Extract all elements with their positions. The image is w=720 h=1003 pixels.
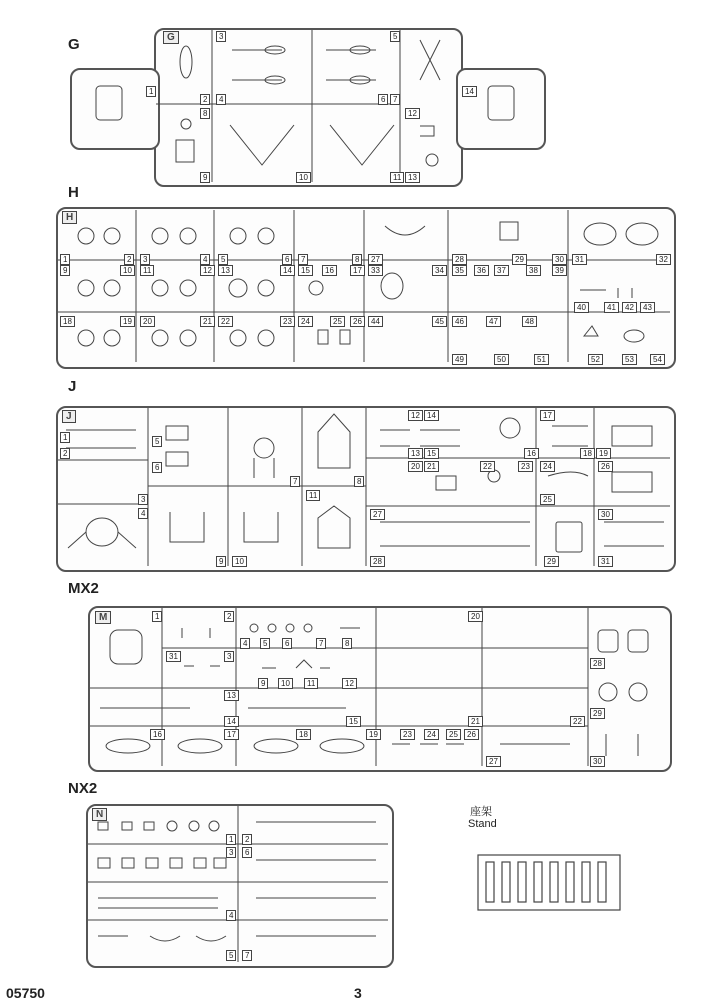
part-number: 30 <box>598 509 613 520</box>
part-number: 32 <box>656 254 671 265</box>
part-number: 19 <box>596 448 611 459</box>
section-label-g: G <box>68 36 80 53</box>
part-number: 44 <box>368 316 383 327</box>
part-number: 22 <box>480 461 495 472</box>
part-number: 26 <box>464 729 479 740</box>
part-number: 2 <box>224 611 234 622</box>
part-number: 8 <box>200 108 210 119</box>
part-number: 31 <box>572 254 587 265</box>
part-number: 1 <box>226 834 236 845</box>
part-number: 21 <box>468 716 483 727</box>
part-number: 11 <box>140 265 154 276</box>
part-number: 49 <box>452 354 467 365</box>
sprue-tag-n: N <box>92 808 107 821</box>
part-number: 2 <box>200 94 210 105</box>
part-number: 3 <box>224 651 234 662</box>
part-number: 6 <box>378 94 388 105</box>
part-number: 17 <box>224 729 239 740</box>
part-number: 15 <box>346 716 361 727</box>
part-number: 18 <box>296 729 311 740</box>
part-number: 11 <box>306 490 320 501</box>
part-number: 5 <box>390 31 400 42</box>
part-number: 48 <box>522 316 537 327</box>
part-number: 4 <box>200 254 210 265</box>
part-number: 12 <box>200 265 215 276</box>
part-number: 45 <box>432 316 447 327</box>
part-number: 35 <box>452 265 467 276</box>
part-number: 9 <box>60 265 70 276</box>
part-number: 13 <box>405 172 420 183</box>
part-number: 25 <box>540 494 555 505</box>
part-number: 22 <box>570 716 585 727</box>
part-number: 25 <box>330 316 345 327</box>
part-number: 24 <box>424 729 439 740</box>
part-number: 9 <box>216 556 226 567</box>
page-number: 3 <box>354 985 362 1001</box>
part-number: 16 <box>322 265 337 276</box>
part-number: 27 <box>370 509 385 520</box>
part-number: 1 <box>60 432 70 443</box>
part-number: 14 <box>462 86 477 97</box>
part-number: 5 <box>260 638 270 649</box>
part-number: 39 <box>552 265 567 276</box>
part-number: 2 <box>60 448 70 459</box>
part-number: 3 <box>216 31 226 42</box>
part-number: 26 <box>598 461 613 472</box>
part-number: 31 <box>598 556 613 567</box>
part-number: 14 <box>424 410 439 421</box>
part-number: 46 <box>452 316 467 327</box>
part-number: 1 <box>152 611 162 622</box>
part-number: 28 <box>452 254 467 265</box>
stand-title-cn: 座架 <box>470 806 492 818</box>
part-number: 3 <box>138 494 148 505</box>
part-number: 1 <box>146 86 156 97</box>
part-number: 11 <box>304 678 318 689</box>
part-number: 4 <box>216 94 226 105</box>
part-number: 53 <box>622 354 637 365</box>
part-number: 16 <box>524 448 539 459</box>
part-number: 3 <box>226 847 236 858</box>
part-number: 27 <box>486 756 501 767</box>
part-number: 42 <box>622 302 637 313</box>
part-number: 7 <box>290 476 300 487</box>
part-number: 12 <box>342 678 357 689</box>
part-number: 23 <box>518 461 533 472</box>
part-number: 26 <box>350 316 365 327</box>
part-number: 30 <box>552 254 567 265</box>
part-number: 7 <box>242 950 252 961</box>
part-number: 17 <box>350 265 365 276</box>
part-number: 27 <box>368 254 383 265</box>
part-number: 10 <box>296 172 311 183</box>
part-number: 50 <box>494 354 509 365</box>
part-number: 3 <box>140 254 150 265</box>
part-number: 38 <box>526 265 541 276</box>
sprue-tag-j: J <box>62 410 76 423</box>
part-number: 43 <box>640 302 655 313</box>
section-label-j: J <box>68 378 77 395</box>
section-label-nx2: NX2 <box>68 780 98 797</box>
part-number: 5 <box>218 254 228 265</box>
part-number: 4 <box>138 508 148 519</box>
stand-title-en: Stand <box>468 818 497 830</box>
part-number: 1 <box>60 254 70 265</box>
part-number: 24 <box>298 316 313 327</box>
part-number: 16 <box>150 729 165 740</box>
part-number: 20 <box>408 461 423 472</box>
product-code: 05750 <box>6 985 45 1001</box>
part-number: 51 <box>534 354 549 365</box>
part-number: 21 <box>424 461 439 472</box>
part-number: 31 <box>166 651 181 662</box>
part-number: 30 <box>590 756 605 767</box>
part-number: 15 <box>298 265 313 276</box>
part-number: 29 <box>590 708 605 719</box>
part-number: 2 <box>242 834 252 845</box>
part-number: 9 <box>258 678 268 689</box>
part-number: 47 <box>486 316 501 327</box>
part-number: 4 <box>240 638 250 649</box>
part-number: 22 <box>218 316 233 327</box>
part-number: 10 <box>232 556 247 567</box>
part-number: 10 <box>120 265 135 276</box>
part-number: 5 <box>152 436 162 447</box>
part-number: 8 <box>342 638 352 649</box>
part-number: 24 <box>540 461 555 472</box>
part-number: 29 <box>544 556 559 567</box>
part-number: 6 <box>282 254 292 265</box>
part-number: 13 <box>224 690 239 701</box>
sprue-tag-m: M <box>95 611 111 624</box>
part-number: 6 <box>282 638 292 649</box>
part-number: 20 <box>468 611 483 622</box>
part-number: 21 <box>200 316 215 327</box>
part-number: 41 <box>604 302 619 313</box>
part-number: 10 <box>278 678 293 689</box>
part-number: 36 <box>474 265 489 276</box>
sprue-tag-h: H <box>62 211 77 224</box>
part-number: 25 <box>446 729 461 740</box>
part-number: 13 <box>218 265 233 276</box>
part-number: 34 <box>432 265 447 276</box>
part-number: 15 <box>424 448 439 459</box>
part-number: 23 <box>280 316 295 327</box>
part-number: 9 <box>200 172 210 183</box>
part-number: 12 <box>408 410 423 421</box>
part-number: 18 <box>580 448 595 459</box>
part-number: 2 <box>124 254 134 265</box>
part-number: 54 <box>650 354 665 365</box>
part-number: 4 <box>226 910 236 921</box>
part-number: 8 <box>354 476 364 487</box>
part-number: 40 <box>574 302 589 313</box>
part-number: 7 <box>390 94 400 105</box>
part-number: 14 <box>280 265 295 276</box>
part-number: 6 <box>242 847 252 858</box>
part-number: 8 <box>352 254 362 265</box>
part-number: 28 <box>370 556 385 567</box>
part-number: 7 <box>298 254 308 265</box>
part-number: 52 <box>588 354 603 365</box>
part-number: 6 <box>152 462 162 473</box>
part-number: 13 <box>408 448 423 459</box>
part-number: 18 <box>60 316 75 327</box>
part-number: 33 <box>368 265 383 276</box>
part-number: 20 <box>140 316 155 327</box>
part-number: 7 <box>316 638 326 649</box>
part-number: 14 <box>224 716 239 727</box>
part-number: 11 <box>390 172 404 183</box>
part-number: 23 <box>400 729 415 740</box>
part-number: 37 <box>494 265 509 276</box>
section-label-h: H <box>68 184 79 201</box>
part-number: 19 <box>366 729 381 740</box>
part-number: 28 <box>590 658 605 669</box>
part-number: 17 <box>540 410 555 421</box>
part-number: 12 <box>405 108 420 119</box>
part-number: 19 <box>120 316 135 327</box>
part-number: 29 <box>512 254 527 265</box>
section-label-mx2: MX2 <box>68 580 99 597</box>
part-number: 5 <box>226 950 236 961</box>
sprue-tag-g: G <box>163 31 179 44</box>
